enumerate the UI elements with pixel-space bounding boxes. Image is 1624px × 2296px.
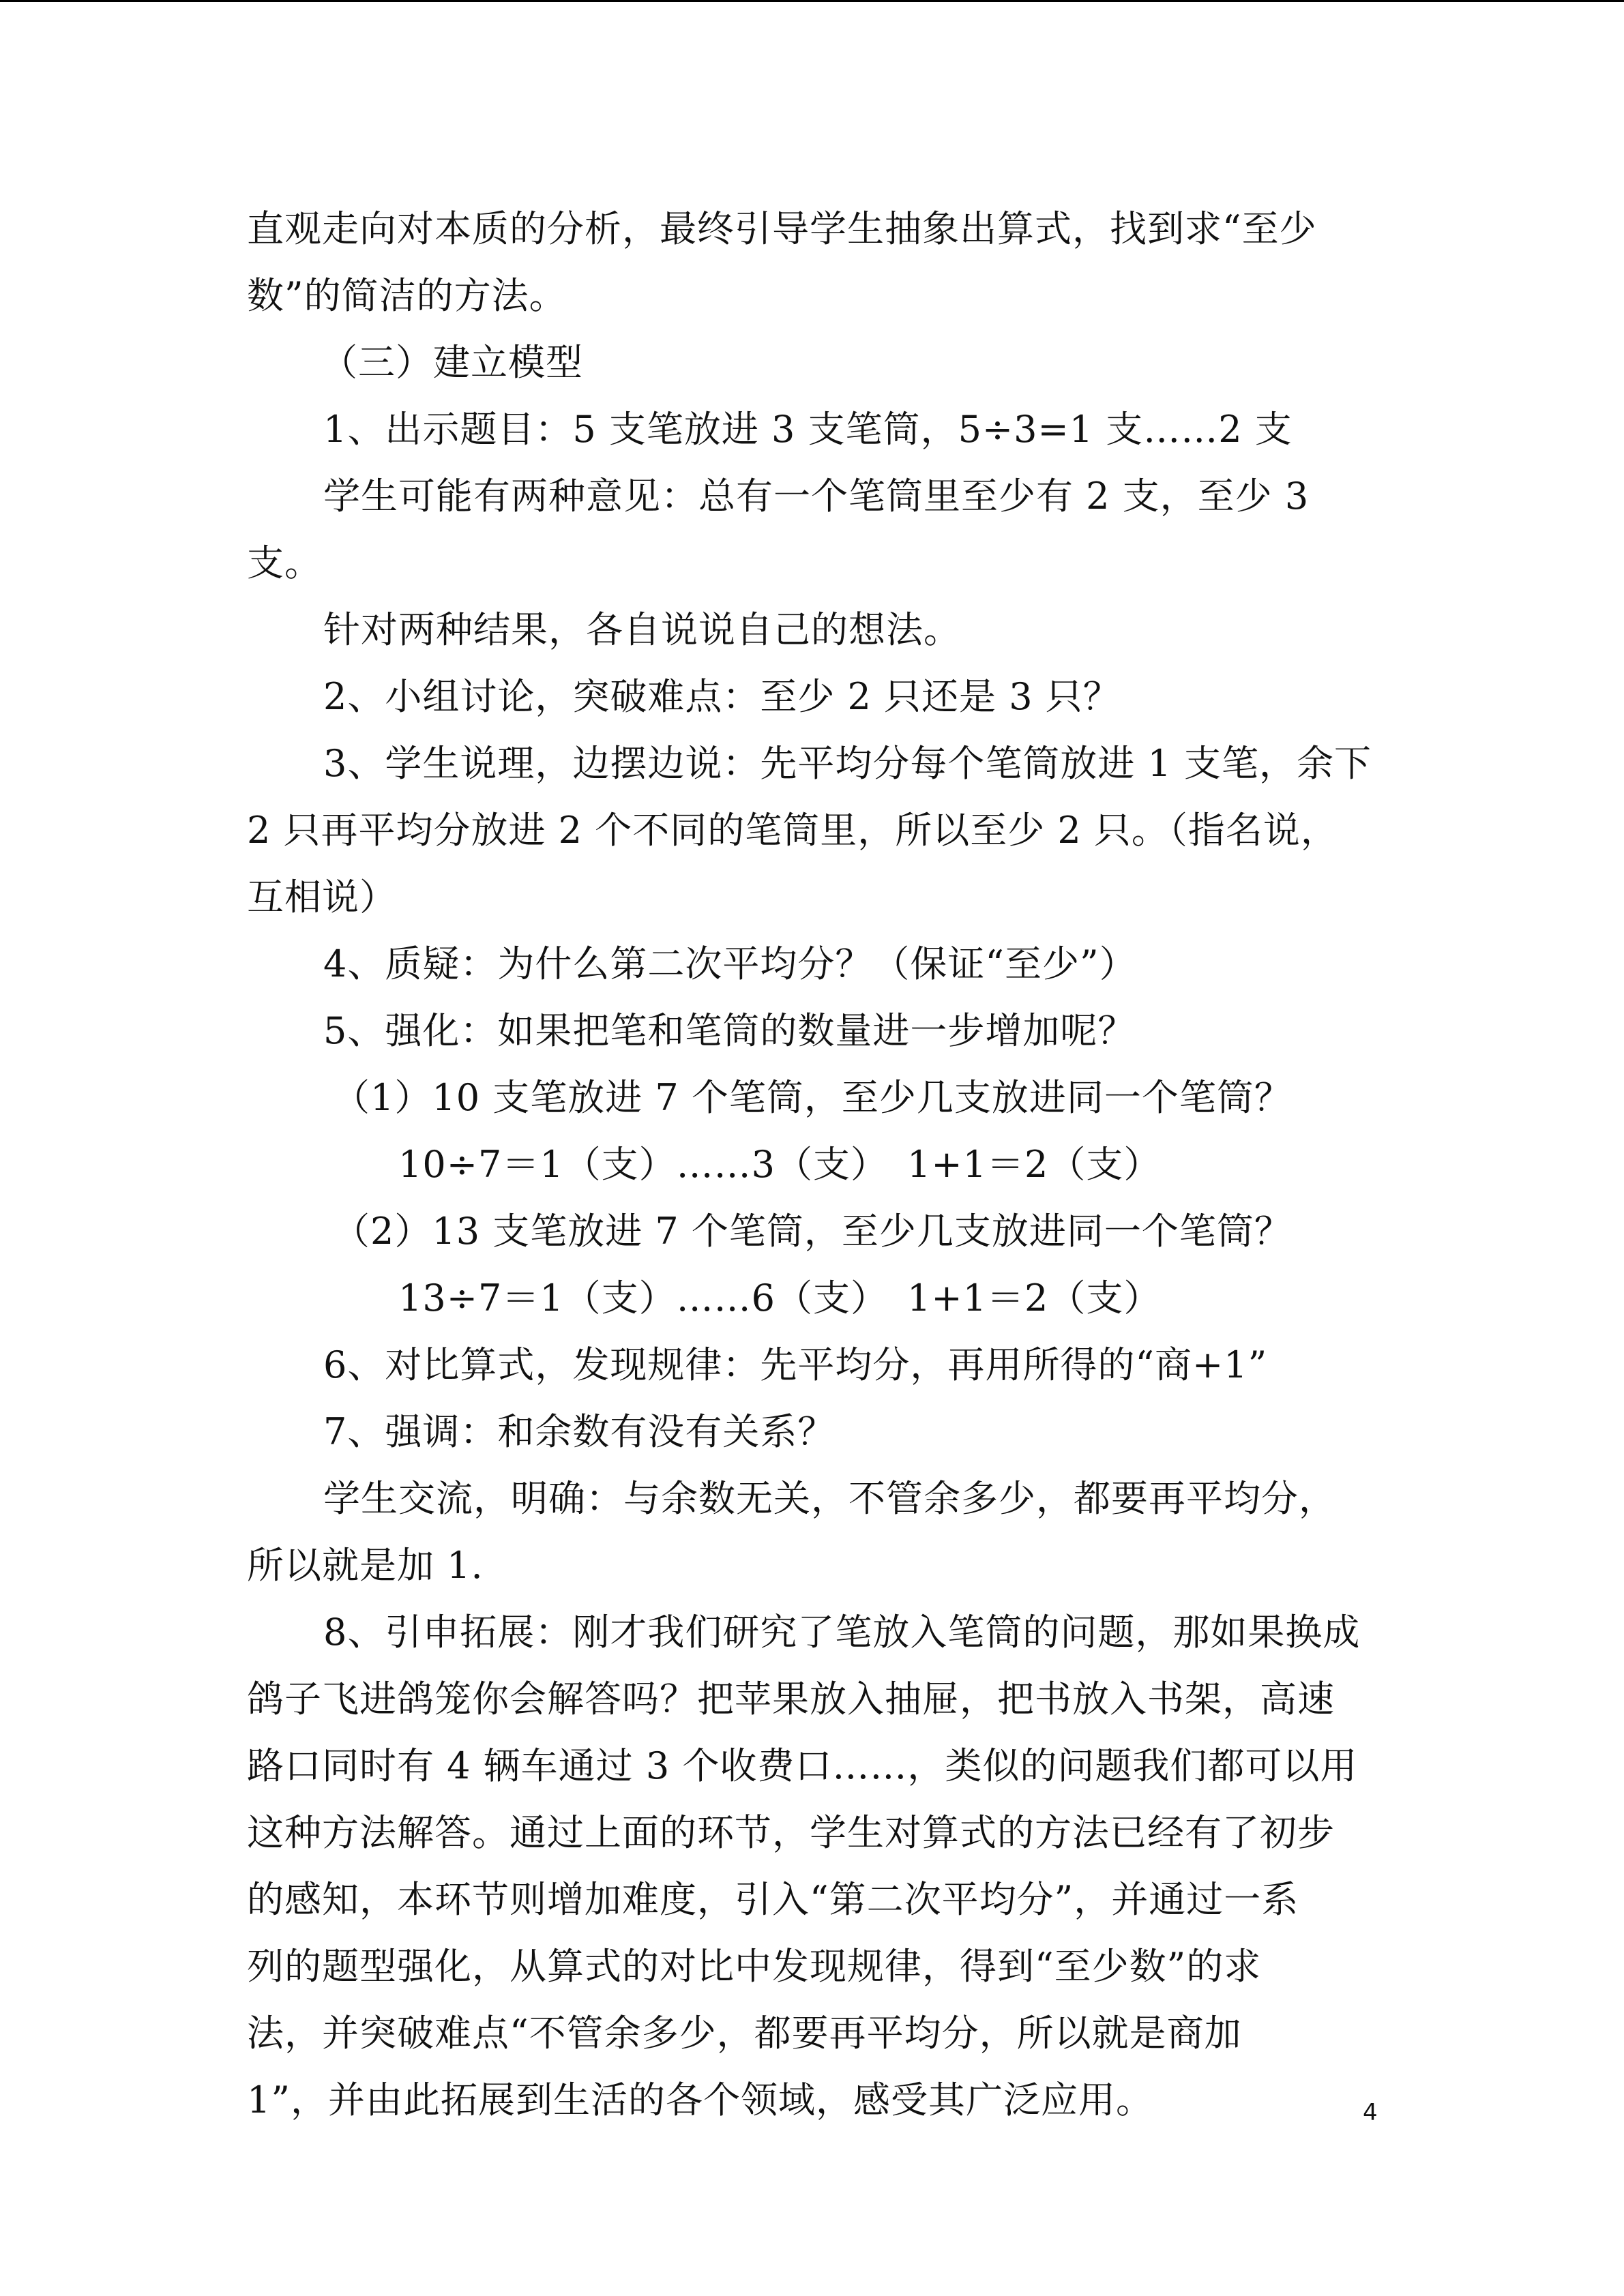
page-top-border bbox=[0, 0, 1624, 2]
paragraph-line: 这种方法解答。通过上面的环节，学生对算式的方法已经有了初步 bbox=[247, 1811, 1335, 1854]
paragraph-line: 所以就是加 1. bbox=[247, 1544, 484, 1587]
paragraph-line: 3、学生说理，边摆边说：先平均分每个笔筒放进 1 支笔，余下 bbox=[323, 742, 1372, 785]
paragraph-line: 法，并突破难点“不管余多少，都要再平均分，所以就是商加 bbox=[247, 2012, 1242, 2055]
paragraph-line: 的感知，本环节则增加难度，引入“第二次平均分”，并通过一系 bbox=[247, 1878, 1299, 1921]
paragraph-line: 4、质疑：为什么第二次平均分？（保证“至少”） bbox=[323, 942, 1137, 985]
formula-line: 13÷7＝1（支）……6（支） 1+1＝2（支） bbox=[398, 1277, 1162, 1320]
paragraph-line: 针对两种结果，各自说说自己的想法。 bbox=[323, 608, 961, 651]
paragraph-line: 1、出示题目：5 支笔放进 3 支笔筒，5÷3=1 支……2 支 bbox=[323, 408, 1293, 451]
paragraph-line: 2、小组讨论，突破难点：至少 2 只还是 3 只？ bbox=[323, 675, 1121, 718]
paragraph-line: 列的题型强化，从算式的对比中发现规律，得到“至少数”的求 bbox=[247, 1945, 1262, 1988]
page-number: 4 bbox=[1363, 2099, 1378, 2126]
paragraph-line: 互相说） bbox=[247, 876, 397, 919]
paragraph-line: 2 只再平均分放进 2 个不同的笔筒里，所以至少 2 只。（指名说， bbox=[247, 809, 1338, 852]
paragraph-line: 7、强调：和余数有没有关系？ bbox=[323, 1410, 836, 1453]
paragraph-line: 1”，并由此拓展到生活的各个领域，感受其广泛应用。 bbox=[247, 2078, 1153, 2121]
paragraph-line: 学生可能有两种意见：总有一个笔筒里至少有 2 支，至少 3 bbox=[323, 475, 1310, 518]
paragraph-line: 直观走向对本质的分析，最终引导学生抽象出算式，找到求“至少 bbox=[247, 207, 1317, 250]
paragraph-line: 数”的简洁的方法。 bbox=[247, 274, 567, 317]
paragraph-line: 鸽子飞进鸽笼你会解答吗？把苹果放入抽屉，把书放入书架，高速 bbox=[247, 1678, 1335, 1720]
paragraph-line: 6、对比算式，发现规律：先平均分，再用所得的“商+1” bbox=[323, 1343, 1268, 1386]
sub-item-line: （2）13 支笔放进 7 个笔筒，至少几支放进同一个笔筒？ bbox=[333, 1210, 1292, 1253]
paragraph-line: 5、强化：如果把笔和笔筒的数量进一步增加呢？ bbox=[323, 1009, 1136, 1052]
paragraph-line: 学生交流，明确：与余数无关，不管余多少，都要再平均分， bbox=[323, 1477, 1336, 1520]
section-heading: （三）建立模型 bbox=[321, 341, 583, 384]
paragraph-line: 8、引申拓展：刚才我们研究了笔放入笔筒的问题，那如果换成 bbox=[323, 1611, 1361, 1654]
paragraph-line: 支。 bbox=[247, 541, 322, 584]
sub-item-line: （1）10 支笔放进 7 个笔筒，至少几支放进同一个笔筒？ bbox=[333, 1076, 1292, 1119]
formula-line: 10÷7＝1（支）……3（支） 1+1＝2（支） bbox=[398, 1143, 1162, 1186]
paragraph-line: 路口同时有 4 辆车通过 3 个收费口……，类似的问题我们都可以用 bbox=[247, 1744, 1358, 1787]
